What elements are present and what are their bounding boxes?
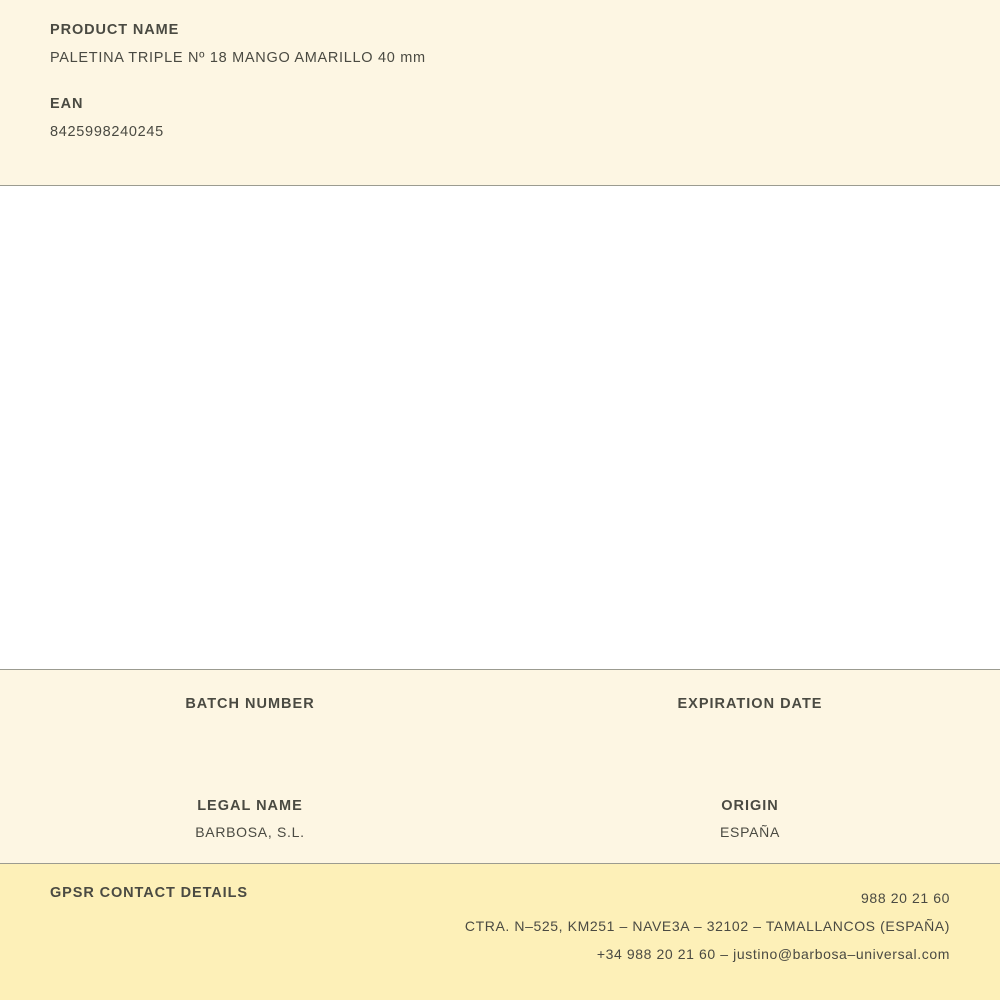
ean-value: 8425998240245 [50, 124, 164, 140]
legal-name-label: LEGAL NAME [197, 798, 303, 815]
legal-origin-row [0, 796, 1000, 842]
expiration-date-cell [500, 694, 1000, 736]
product-name-value: PALETINA TRIPLE Nº 18 MANGO AMARILLO 40 mm [50, 50, 426, 66]
origin-value: ESPAÑA [720, 823, 780, 840]
gpsr-phone: 988 20 21 60 [861, 890, 950, 906]
legal-name-cell [0, 796, 500, 842]
product-name-label: PRODUCT NAME [50, 22, 180, 38]
product-name-field [50, 22, 950, 66]
product-info-block [0, 670, 1000, 864]
ean-field [50, 96, 950, 140]
gpsr-address: CTRA. N–525, KM251 – NAVE3A – 32102 – TAMALLANCOS (ESPAÑA) [464, 918, 950, 934]
origin-label: ORIGIN [721, 798, 779, 815]
product-header-block [0, 0, 1000, 186]
gpsr-contact-line: +34 988 20 21 60 – justino@barbosa–universal.com [596, 946, 950, 962]
batch-number-label: BATCH NUMBER [185, 696, 315, 712]
legal-name-value: BARBOSA, S.L. [195, 823, 305, 840]
gpsr-contact-block [0, 864, 1000, 1000]
gpsr-contact-details [465, 884, 950, 968]
origin-cell [500, 796, 1000, 842]
gpsr-contact-label: GPSR CONTACT DETAILS [50, 885, 248, 901]
batch-expiration-row [0, 694, 1000, 736]
batch-number-value [0, 720, 500, 736]
ean-label: EAN [50, 96, 84, 112]
blank-content-area [0, 186, 1000, 670]
batch-number-cell [0, 694, 500, 736]
expiration-date-value [500, 720, 1000, 736]
expiration-date-label: EXPIRATION DATE [677, 696, 823, 712]
